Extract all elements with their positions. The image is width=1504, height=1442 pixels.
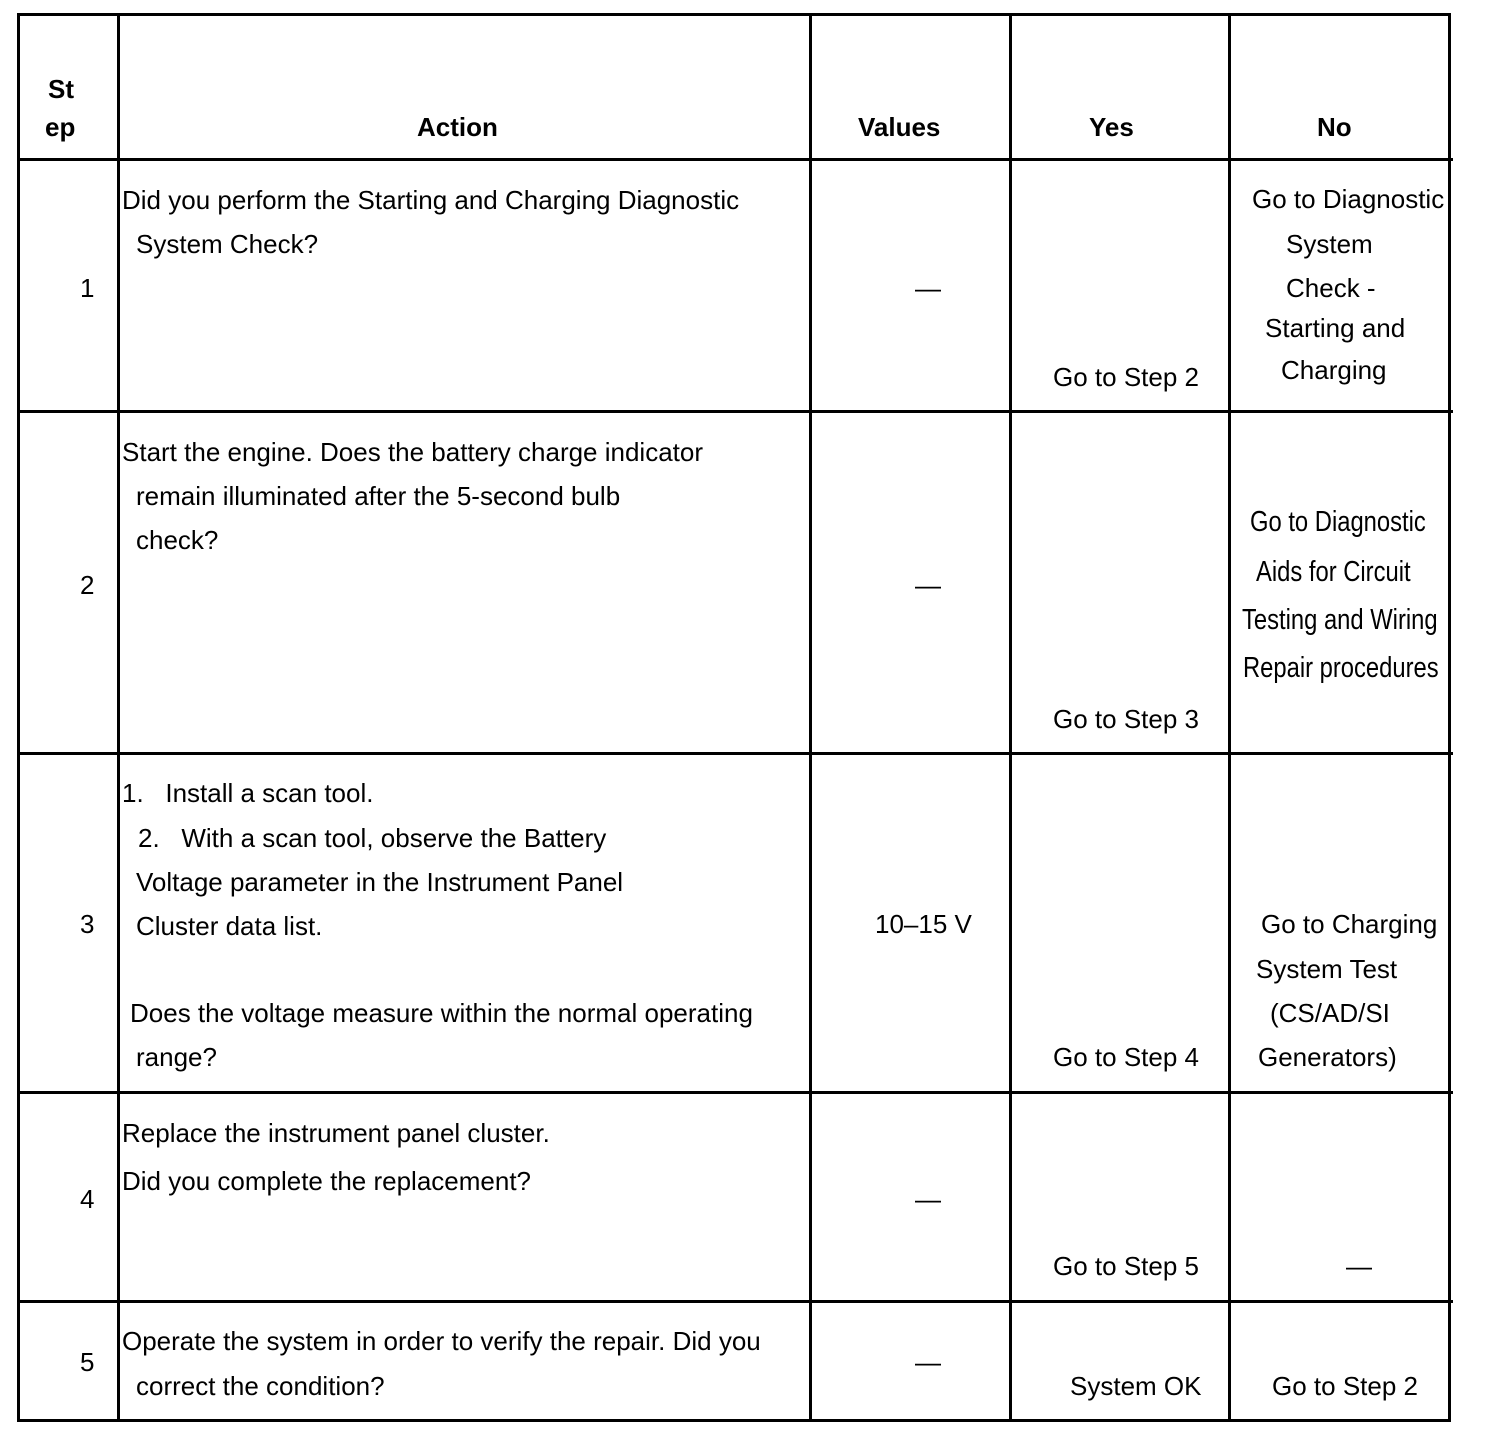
- step-number: 2: [80, 570, 95, 600]
- no-line: System Test: [1256, 954, 1398, 984]
- column-divider: [809, 13, 812, 1422]
- no-line: Go to Diagnostic: [1250, 506, 1426, 538]
- step-number: 4: [80, 1184, 95, 1214]
- action-line: Did you complete the replacement?: [122, 1166, 532, 1196]
- action-line: remain illuminated after the 5-second bulb: [136, 481, 621, 511]
- step-number: 1: [80, 273, 95, 303]
- no-line: Go to Charging: [1261, 909, 1438, 939]
- action-line: range?: [136, 1042, 217, 1072]
- value-cell: —: [915, 273, 941, 303]
- yes-cell: Go to Step 5: [1053, 1251, 1199, 1281]
- no-line: Go to Diagnostic: [1252, 184, 1445, 214]
- step-number: 3: [80, 909, 95, 939]
- action-line: Voltage parameter in the Instrument Panel: [136, 867, 624, 897]
- row-divider: [17, 1300, 1453, 1303]
- header-step-line-1: St: [48, 74, 74, 104]
- row-divider: [17, 410, 1453, 413]
- column-divider: [117, 13, 120, 1422]
- action-line: Start the engine. Does the battery charge indicator: [122, 437, 704, 467]
- header-action: Action: [417, 112, 498, 142]
- action-line: System Check?: [136, 229, 319, 259]
- no-line: Go to Step 2: [1272, 1371, 1418, 1401]
- action-line: correct the condition?: [136, 1371, 385, 1401]
- value-cell: —: [915, 570, 941, 600]
- action-line: Replace the instrument panel cluster.: [122, 1118, 550, 1148]
- action-line: check?: [136, 525, 219, 555]
- no-line: (CS/AD/SI: [1270, 998, 1390, 1028]
- row-divider: [17, 1091, 1453, 1094]
- action-line: 1. Install a scan tool.: [122, 778, 374, 808]
- yes-cell: Go to Step 3: [1053, 704, 1199, 734]
- no-line: Testing and Wiring: [1242, 604, 1438, 636]
- no-line: Repair procedures: [1243, 652, 1439, 684]
- column-divider: [1228, 13, 1231, 1422]
- no-line: Charging: [1281, 355, 1387, 385]
- action-line: 2. With a scan tool, observe the Battery: [138, 823, 607, 853]
- no-line: System: [1286, 229, 1373, 259]
- column-divider: [1009, 13, 1012, 1422]
- value-cell: 10–15 V: [875, 909, 972, 939]
- header-no: No: [1317, 112, 1352, 142]
- action-line: Did you perform the Starting and Charging Diagnostic: [122, 185, 740, 215]
- action-line: Does the voltage measure within the normal operating: [130, 998, 753, 1028]
- action-line: Cluster data list.: [136, 911, 323, 941]
- action-line: Operate the system in order to verify the repair. Did you: [122, 1326, 761, 1356]
- row-divider: [17, 158, 1453, 161]
- no-line: Check -: [1286, 273, 1376, 303]
- header-step-line-2: ep: [45, 112, 76, 142]
- yes-cell: System OK: [1070, 1371, 1202, 1401]
- yes-cell: Go to Step 2: [1053, 362, 1199, 392]
- yes-cell: Go to Step 4: [1053, 1042, 1199, 1072]
- value-cell: —: [915, 1347, 941, 1377]
- no-line: Aids for Circuit: [1256, 556, 1411, 588]
- no-line: Starting and: [1265, 313, 1406, 343]
- header-yes: Yes: [1089, 112, 1134, 142]
- step-number: 5: [80, 1347, 95, 1377]
- value-cell: —: [915, 1184, 941, 1214]
- row-divider: [17, 752, 1453, 755]
- no-line: Generators): [1258, 1042, 1397, 1072]
- no-line: —: [1346, 1251, 1372, 1281]
- header-values: Values: [858, 112, 941, 142]
